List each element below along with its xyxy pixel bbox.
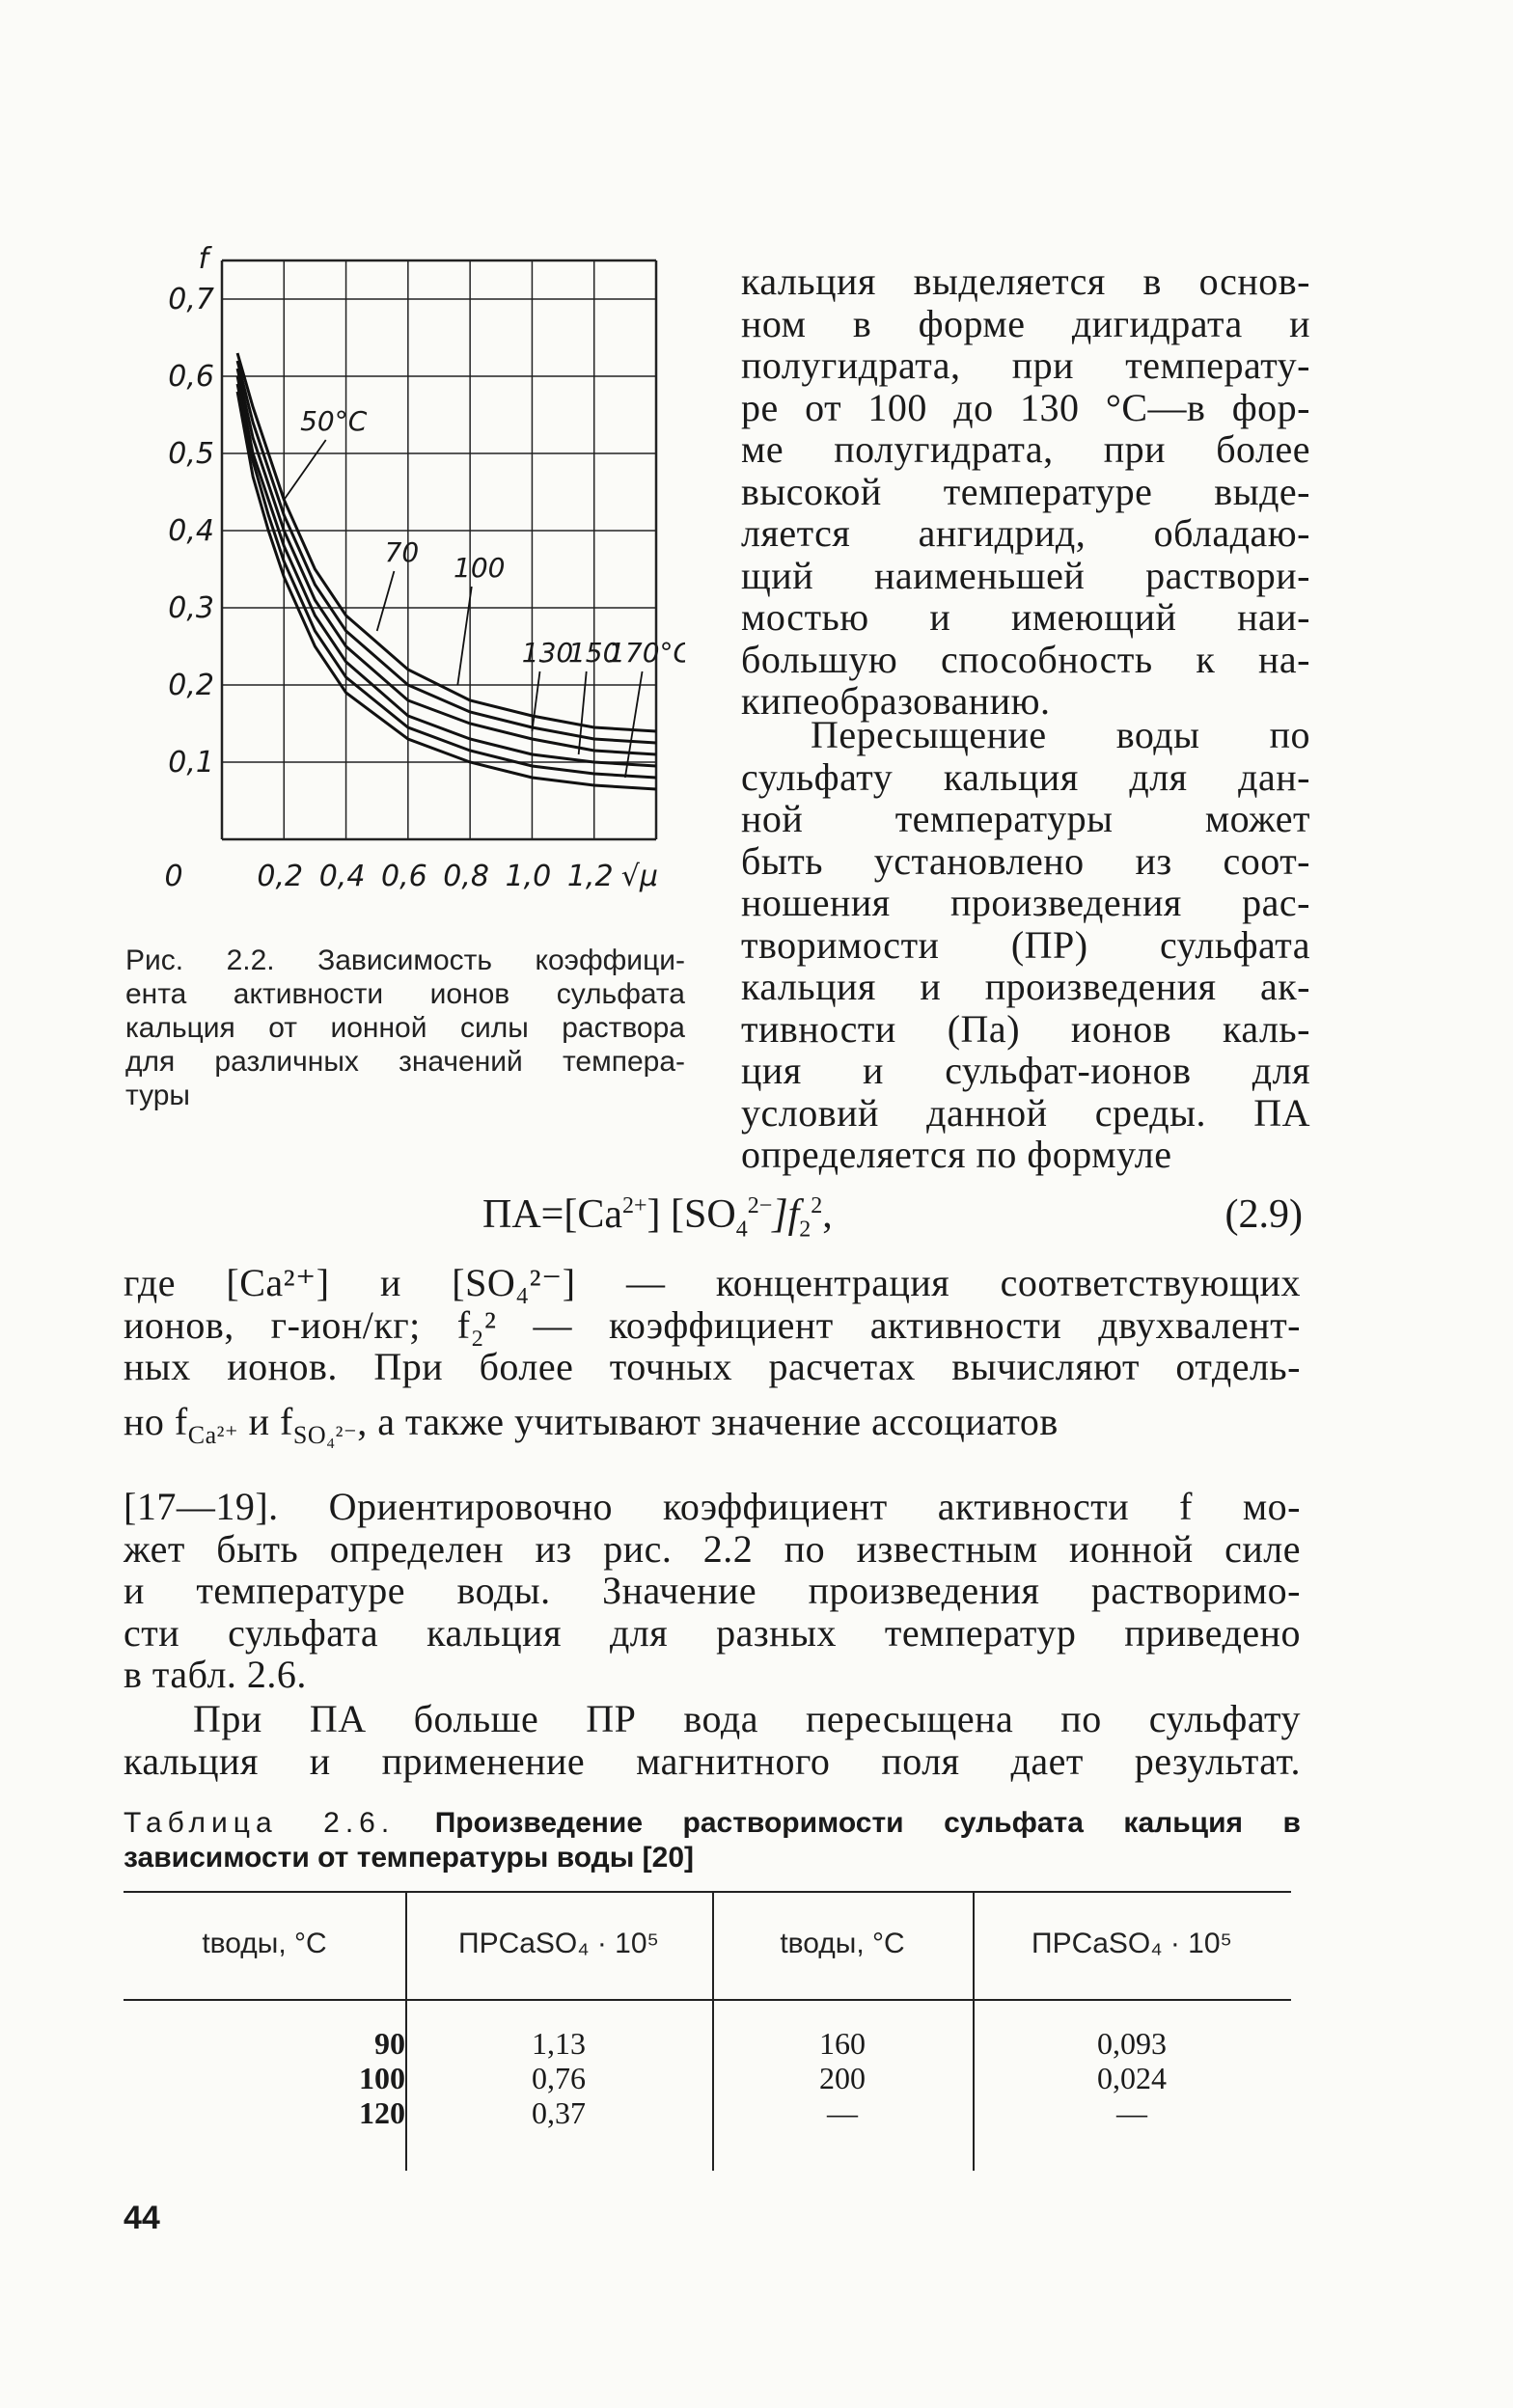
x-tick-label: 1,2 bbox=[566, 860, 614, 893]
series-leader-line bbox=[377, 571, 395, 631]
series-leader-line bbox=[284, 440, 325, 500]
text-line: большую способность к на- bbox=[741, 637, 1310, 681]
text-line: кальция выделяется в основ- bbox=[741, 260, 1310, 303]
paragraph-where bbox=[124, 1262, 1301, 1388]
table-header-rule bbox=[124, 1999, 1291, 2001]
text-line: ионов, г-ион/кг; f₂² — коэффициент активности двухвалент- bbox=[124, 1302, 1301, 1347]
text-line: тивности (Па) ионов каль- bbox=[741, 1006, 1310, 1051]
series-label: 70 bbox=[384, 536, 420, 568]
caption-line: для различных значений темпера- bbox=[125, 1046, 685, 1078]
series-label: 170°C bbox=[608, 637, 685, 669]
table-top-rule bbox=[124, 1891, 1291, 1893]
table-caption bbox=[124, 1806, 1301, 1875]
y-tick-label: 0,5 bbox=[168, 437, 214, 471]
activity-coefficient-chart bbox=[145, 241, 685, 917]
equation-number: (2.9) bbox=[1224, 1192, 1303, 1237]
series-label: 130 bbox=[521, 637, 574, 669]
paragraph-pa bbox=[124, 1698, 1301, 1782]
series-label: 50°C bbox=[300, 405, 368, 437]
text-line: высокой температуре выде- bbox=[741, 469, 1310, 513]
text-line: где [Ca²⁺] и [SO₄²⁻] — концентрация соответствующих bbox=[124, 1261, 1301, 1304]
text-line: жет быть определен из рис. 2.2 по известным ионной силе bbox=[124, 1526, 1301, 1571]
x-tick-label: 0,8 bbox=[443, 860, 490, 893]
series-leader-line bbox=[532, 671, 539, 731]
text-line: сульфату кальция для дан- bbox=[741, 754, 1310, 799]
page-number: 44 bbox=[124, 2200, 160, 2236]
x-tick-label: 0,4 bbox=[318, 860, 366, 893]
y-tick-label: 0,7 bbox=[168, 283, 214, 316]
text-line: мостью и имеющий наи- bbox=[741, 595, 1310, 639]
y-tick-label: 0,1 bbox=[168, 746, 214, 780]
text-line: ме полугидрата, при более bbox=[741, 427, 1310, 471]
text-line: кипеобразованию. bbox=[741, 679, 1051, 723]
text-line: в табл. 2.6. bbox=[124, 1653, 307, 1696]
equation-2-9 bbox=[482, 1191, 1303, 1243]
text-line: [17—19]. Ориентировочно коэффициент активности f мо- bbox=[124, 1485, 1301, 1528]
caption-line: Рис. 2.2. Зависимость коэффици- bbox=[125, 944, 685, 976]
paragraph-reference bbox=[124, 1486, 1301, 1696]
caption-line: кальция от ионной силы раствора bbox=[125, 1012, 685, 1044]
text-line: ной температуры может bbox=[741, 797, 1310, 840]
y-tick-label: 0,2 bbox=[168, 669, 214, 702]
figure bbox=[145, 241, 685, 917]
figure-caption bbox=[125, 944, 685, 1112]
equation-body: $ПА=[Ca^{2+}]$ $[SO_4^{2-}]f_2^2$, bbox=[482, 1192, 833, 1243]
caption-line: туры bbox=[125, 1080, 190, 1111]
text-line: полугидрата, при температу- bbox=[741, 343, 1310, 387]
series-leader-line bbox=[579, 671, 587, 754]
table-title-line-1: Произведение растворимости сульфата кальция в bbox=[434, 1807, 1301, 1839]
text-line: Пересыщение воды по bbox=[811, 713, 1310, 756]
x-tick-label: 0,2 bbox=[257, 860, 304, 893]
caption-line: ента активности ионов сульфата bbox=[125, 978, 685, 1010]
text-line: условий данной среды. ПА bbox=[741, 1090, 1310, 1135]
text-line: ляется ангидрид, обладаю- bbox=[741, 511, 1310, 555]
series-label: 150 bbox=[567, 637, 620, 669]
x-axis-label: √μ bbox=[620, 860, 658, 893]
y-tick-label: 0,3 bbox=[168, 591, 214, 625]
text-line: ном в форме дигидрата и bbox=[741, 301, 1310, 345]
text-line: быть установлено из соот- bbox=[741, 838, 1310, 883]
series-label: 100 bbox=[454, 552, 506, 584]
y-tick-label: 0,4 bbox=[168, 514, 214, 548]
text-line: щий наименьшей раствори- bbox=[741, 553, 1310, 597]
table-title-line-2: зависимости от температуры воды [20] bbox=[124, 1842, 695, 1874]
text-line: ных ионов. При более точных расчетах вычисляют отдель- bbox=[124, 1345, 1301, 1388]
table-header-cell: ПРCaSO₄ · 10⁵ bbox=[1032, 1928, 1232, 1959]
table-column-values: 0,093 0,024 — bbox=[1097, 2026, 1167, 2130]
y-axis-label: f bbox=[198, 242, 208, 276]
x-tick-label: 0 bbox=[164, 860, 183, 893]
table-column-values: 1,13 0,76 0,37 bbox=[532, 2026, 586, 2130]
text-line: творимости (ПР) сульфата bbox=[741, 922, 1310, 967]
table-label: Таблица 2.6. bbox=[124, 1807, 396, 1839]
text-line: ношения произведения рас- bbox=[741, 881, 1310, 924]
text-line: кальция и произведения ак- bbox=[741, 965, 1310, 1008]
y-tick-label: 0,6 bbox=[168, 360, 214, 394]
table-header-cell: tводы, °C bbox=[202, 1928, 327, 1959]
table-header-cell: ПРCaSO₄ · 10⁵ bbox=[458, 1928, 659, 1959]
x-tick-label: 0,6 bbox=[380, 860, 427, 893]
text-line: кальция и применение магнитного поля дает результат. bbox=[124, 1738, 1301, 1783]
table-header-cell: tводы, °C bbox=[780, 1928, 905, 1959]
text-line: ция и сульфат-ионов для bbox=[741, 1049, 1310, 1092]
text-line: сти сульфата кальция для разных температур приведено bbox=[124, 1610, 1301, 1655]
x-tick-label: 1,0 bbox=[505, 860, 552, 893]
right-column-paragraph-2 bbox=[741, 714, 1310, 1176]
text-line: ре от 100 до 130 °С—в фор- bbox=[741, 385, 1310, 429]
table-column-values: 160 200 — bbox=[819, 2026, 866, 2130]
table bbox=[124, 1891, 1291, 2171]
text-line: определяется по формуле bbox=[741, 1133, 1172, 1176]
paragraph-where-line-4: но $f_{Ca^{2+}}$ и $f_{SO_4^{2-}}$, а также учитывают значение ассоциатов bbox=[124, 1400, 1059, 1449]
table-column-values: 90 100 120 bbox=[359, 2026, 405, 2130]
text-line: и температуре воды. Значение произведения растворимо- bbox=[124, 1569, 1301, 1612]
text-line: При ПА больше ПР вода пересыщена по сульфату bbox=[193, 1697, 1301, 1740]
right-column-paragraph-1 bbox=[741, 260, 1310, 723]
